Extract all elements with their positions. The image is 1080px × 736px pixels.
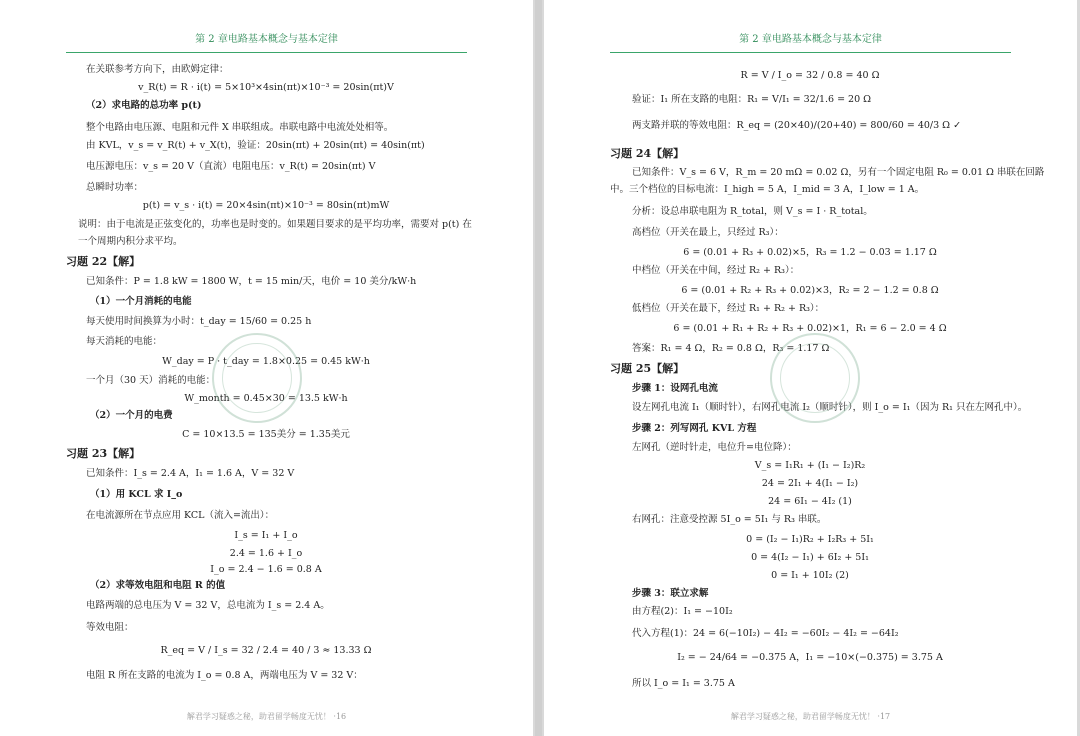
subheading: （2）求电路的总功率 p(t) <box>86 100 202 111</box>
subheading: （2）一个月的电费 <box>90 410 173 421</box>
text-line: 一个月（30 天）消耗的电能： <box>86 375 216 386</box>
text-line: 每天使用时间换算为小时：t_day = 15/60 = 0.25 h <box>86 316 312 327</box>
text-line: 分析：设总串联电阻为 R_total，则 V_s = I · R_total。 <box>632 206 873 217</box>
text-line: 两支路并联的等效电阻：R_eq = (20×40)/(20+40) = 800/60 = 40/3 Ω ✓ <box>632 120 962 131</box>
equation: V_s = I₁R₁ + (I₁ − I₂)R₂ <box>754 460 866 471</box>
text-line: 高档位（开关在最上，只经过 R₃）： <box>632 227 784 238</box>
equation: p(t) = v_s · i(t) = 20×4sin(πt)×10⁻³ = 80sin(πt)mW <box>142 200 390 211</box>
text-line: 由方程(2)：I₁ = −10I₂ <box>632 606 733 617</box>
text-line: 等效电阻： <box>86 622 134 633</box>
subheading: 步骤 3：联立求解 <box>632 588 709 599</box>
page-footer: 解君学习疑惑之秘，助君留学畅度无忧！ ·17 <box>730 712 891 721</box>
text-line: 验证：I₁ 所在支路的电阻：R₁ = V/I₁ = 32/1.6 = 20 Ω <box>632 94 872 105</box>
text-line: 右网孔：注意受控源 5I_o = 5I₁ 与 R₃ 串联。 <box>632 514 827 525</box>
page-17 <box>544 0 1077 736</box>
equation: 0 = (I₂ − I₁)R₂ + I₂R₃ + 5I₁ <box>746 534 874 545</box>
equation: 2.4 = 1.6 + I_o <box>229 548 303 559</box>
text-line: 整个电路由电压源、电阻和元件 X 串联组成。串联电路中电流处处相等。 <box>86 122 394 133</box>
equation: I_s = I₁ + I_o <box>234 530 298 541</box>
equation: R = V / I_o = 32 / 0.8 = 40 Ω <box>740 70 880 81</box>
text-line: 每天消耗的电能： <box>86 336 163 347</box>
exercise-heading: 习题 25【解】 <box>610 362 685 375</box>
subheading: （1）用 KCL 求 I_o <box>90 489 183 500</box>
equation: C = 10×13.5 = 135美分 = 1.35美元 <box>182 429 350 440</box>
text-line: 已知条件：P = 1.8 kW = 1800 W，t = 15 min/天，电价 = 10 美分/kW·h <box>86 276 417 287</box>
text-line: 设左网孔电流 I₁（顺时针），右网孔电流 I₂（顺时针），则 I_o = I₁（因为 R₁ 只在左网孔中）。 <box>632 402 1028 413</box>
equation: v_R(t) = R · i(t) = 5×10³×4sin(πt)×10⁻³ = 20sin(πt)V <box>138 82 394 93</box>
watermark-seal-icon <box>770 333 860 423</box>
text-line: 总瞬时功率： <box>86 182 144 193</box>
header-rule <box>66 52 467 53</box>
text-line: 已知条件：V_s = 6 V，R_m = 20 mΩ = 0.02 Ω，另有一个固定电阻 R₀ = 0.01 Ω 串联在回路 <box>632 167 1045 178</box>
equation: 24 = 2I₁ + 4(I₁ − I₂) <box>761 478 859 489</box>
text-line: 由 KVL，v_s = v_R(t) + v_X(t)，验证：20sin(πt) + 20sin(πt) = 40sin(πt) <box>86 140 425 151</box>
exercise-heading: 习题 24【解】 <box>610 147 685 160</box>
equation: R_eq = V / I_s = 32 / 2.4 = 40 / 3 ≈ 13.33 Ω <box>160 645 372 656</box>
equation: 6 = (0.01 + R₃ + 0.02)×5，R₃ = 1.2 − 0.03 = 1.17 Ω <box>683 247 937 258</box>
text-line: 在电流源所在节点应用 KCL（流入=流出）： <box>86 510 275 521</box>
text-line: 答案：R₁ = 4 Ω，R₂ = 0.8 Ω，R₃ = 1.17 Ω <box>632 343 830 354</box>
text-line: 所以 I_o = I₁ = 3.75 A <box>632 678 735 689</box>
header-rule <box>610 52 1011 53</box>
text-line: 在关联参考方向下，由欧姆定律： <box>86 64 229 75</box>
text-line: 说明：由于电流是正弦变化的，功率也是时变的。如果题目要求的是平均功率，需要对 p(t) 在 <box>78 219 472 230</box>
text-line: 中。三个档位的目标电流：I_high = 5 A，I_mid = 3 A，I_low = 1 A。 <box>610 184 925 195</box>
equation: 0 = I₁ + 10I₂ (2) <box>771 570 849 581</box>
watermark-seal-icon <box>212 333 302 423</box>
page-header: 第 2 章电路基本概念与基本定律 <box>195 34 338 45</box>
text-line: 代入方程(1)：24 = 6(−10I₂) − 4I₂ = −60I₂ − 4I₂ = −64I₂ <box>632 628 899 639</box>
text-line: 一个周期内积分求平均。 <box>78 236 183 247</box>
text-line: 低档位（开关在最下，经过 R₁ + R₂ + R₃）： <box>632 303 825 314</box>
page-footer: 解君学习疑惑之秘，助君留学畅度无忧！ ·16 <box>186 712 347 721</box>
text-line: 已知条件：I_s = 2.4 A，I₁ = 1.6 A，V = 32 V <box>86 468 295 479</box>
exercise-heading: 习题 23【解】 <box>66 447 141 460</box>
exercise-heading: 习题 22【解】 <box>66 255 141 268</box>
text-line: 电路两端的总电压为 V = 32 V，总电流为 I_s = 2.4 A。 <box>86 600 330 611</box>
equation: 0 = 4(I₂ − I₁) + 6I₂ + 5I₁ <box>751 552 869 563</box>
text-line: 电压源电压：v_s = 20 V（直流）电阻电压：v_R(t) = 20sin(πt) V <box>86 161 376 172</box>
subheading: 步骤 1：设网孔电流 <box>632 383 718 394</box>
equation: I_o = 2.4 − 1.6 = 0.8 A <box>210 564 322 575</box>
text-line: 中档位（开关在中间，经过 R₂ + R₃）： <box>632 265 800 276</box>
equation: 6 = (0.01 + R₁ + R₂ + R₃ + 0.02)×1，R₁ = 6 − 2.0 = 4 Ω <box>673 323 947 334</box>
page-gutter <box>535 0 542 736</box>
equation: W_day = P · t_day = 1.8×0.25 = 0.45 kW·h <box>162 356 370 367</box>
equation: I₂ = − 24/64 = −0.375 A，I₁ = −10×(−0.375) = 3.75 A <box>677 652 943 663</box>
equation: 24 = 6I₁ − 4I₂ (1) <box>768 496 852 507</box>
subheading: （2）求等效电阻和电阻 R 的值 <box>90 580 226 591</box>
text-line: 左网孔（逆时针走，电位升=电位降）： <box>632 442 797 453</box>
subheading: （1）一个月消耗的电能 <box>90 296 192 307</box>
equation: W_month = 0.45×30 = 13.5 kW·h <box>184 393 348 404</box>
subheading: 步骤 2：列写网孔 KVL 方程 <box>632 423 757 434</box>
page-header: 第 2 章电路基本概念与基本定律 <box>739 34 882 45</box>
equation: 6 = (0.01 + R₂ + R₃ + 0.02)×3，R₂ = 2 − 1.2 = 0.8 Ω <box>681 285 939 296</box>
text-line: 电阻 R 所在支路的电流为 I_o = 0.8 A，两端电压为 V = 32 V： <box>86 670 363 681</box>
